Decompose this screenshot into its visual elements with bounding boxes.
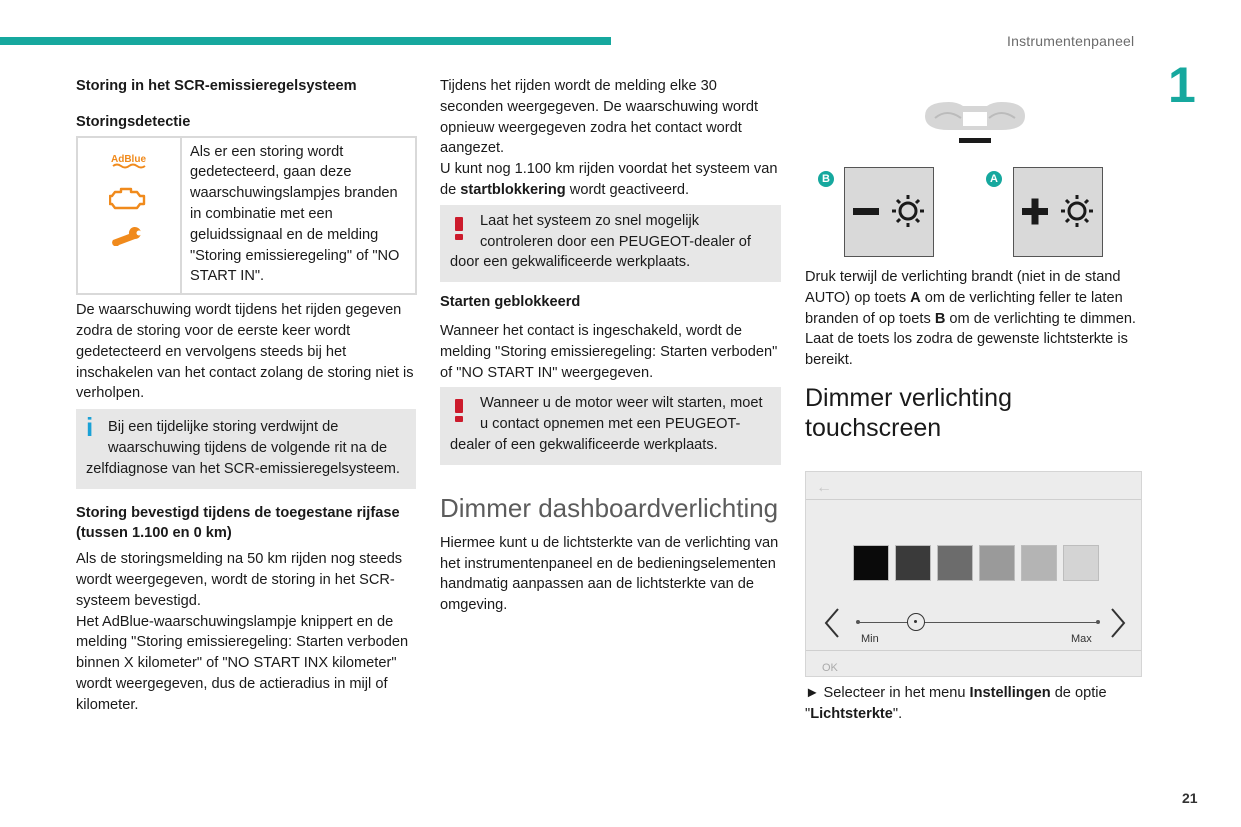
big-heading: Dimmer verlichting touchscreen <box>805 383 1012 442</box>
paragraph: Als de storingsmelding na 50 km rijden nog steeds wordt weergegeven, wordt de storing in het SCR-systeem bevestigd. <box>76 551 403 609</box>
chevron-right-icon <box>1108 606 1128 640</box>
engine-icon <box>109 186 149 212</box>
info-icon: i <box>86 412 94 443</box>
column-left <box>76 76 416 716</box>
section-heading: Storing in het SCR-emissieregelsysteem <box>76 78 357 94</box>
text-span: de optie " <box>805 685 1107 722</box>
touchscreen-illustration <box>805 471 1142 677</box>
text-span: U kunt nog 1.100 km rijden voordat het systeem van de <box>440 161 778 198</box>
text-span: om de verlichting feller te laten branden of op toets <box>805 289 1123 327</box>
warning-note <box>440 387 781 464</box>
chevron-left-icon <box>822 606 842 640</box>
section-title: Instrumentenpaneel <box>1007 33 1135 49</box>
warning-description: Als er een storing wordt gedetecteerd, gaan deze waarschuwingslampjes branden in combinatie met een geluidssignaal en de melding "Storing emissieregeling" of "NO START IN". <box>190 143 400 285</box>
big-heading: Dimmer dashboardverlichting <box>440 492 779 523</box>
paragraph: Hiermee kunt u de lichtsterkte van de verlichting van het instrumentenpaneel en de bedieningselementen handmatig aanpassen aan de lichtsterkte van de omgeving. <box>440 534 779 614</box>
dashboard-illustration <box>915 98 1035 146</box>
bold-term: B <box>934 310 946 327</box>
paragraph: De waarschuwing wordt tijdens het rijden gegeven zodra de storing voor de eerste keer wordt gedetecteerd en vervolgens steeds bij het inschakelen van het contact zolang de storing niet is verholpen. <box>76 302 414 402</box>
arrow-bullet-icon: ► <box>805 685 820 701</box>
warning-icons-cell <box>78 138 182 294</box>
minus-brightness-icon <box>845 168 933 256</box>
bold-term: A <box>910 289 921 306</box>
text-span: ". <box>892 705 903 722</box>
label-badge-b: B <box>818 171 834 187</box>
warning-exclamation-icon <box>450 215 472 248</box>
info-note <box>76 409 416 488</box>
divider <box>806 650 1141 651</box>
svg-text:AdBlue: AdBlue <box>111 153 146 165</box>
slider-end-dot <box>1096 620 1100 624</box>
slider-track <box>858 622 1098 623</box>
brightness-swatch[interactable] <box>853 545 889 581</box>
paragraph: Het AdBlue-waarschuwingslampje knippert en de melding "Storing emissieregeling: Starten verboden binnen X kilometer" of "NO START INX kilometer" wordt weergegeven, dus de actieradius in mijl of kilometer. <box>76 613 409 713</box>
dim-increase-button[interactable] <box>1013 167 1103 257</box>
text-span: Druk terwijl de verlichting brandt (niet in de stand AUTO) op toets <box>805 269 1121 306</box>
slider-knob <box>907 613 925 631</box>
plus-brightness-icon <box>1014 168 1102 256</box>
column-right-text <box>805 267 1145 443</box>
accent-bar <box>0 37 611 45</box>
section-heading-2: Storing bevestigd tijdens de toegestane rijfase (tussen 1.100 en 0 km) <box>76 504 400 542</box>
info-note-text: Bij een tijdelijke storing verdwijnt de waarschuwing tijdens de volgende rit na de zelfdiagnose van het SCR-emissieregelsysteem. <box>86 419 400 477</box>
label-badge-a: A <box>986 171 1002 187</box>
text-span: Selecteer in het menu <box>823 685 970 701</box>
paragraph-startblokkering <box>440 159 781 201</box>
brightness-swatch[interactable] <box>895 545 931 581</box>
adblue-icon <box>109 150 149 172</box>
brightness-swatch[interactable] <box>937 545 973 581</box>
paragraph: Laat de toets los zodra de gewenste lichtsterkte is bereikt. <box>805 331 1128 369</box>
service-wrench-icon <box>109 226 149 246</box>
bold-term: Lichtsterkte <box>810 705 893 722</box>
step-instruction <box>805 683 1145 725</box>
paragraph: Tijdens het rijden wordt de melding elke 30 seconden weergegeven. De waarschuwing wordt opnieuw weergegeven zodra het contact wordt aangezet. <box>440 78 759 157</box>
warning-table <box>76 136 417 296</box>
warning-note-text: Wanneer u de motor weer wilt starten, moet u contact opnemen met een PEUGEOT-dealer of een gekwalificeerde werkplaats. <box>450 395 763 453</box>
warning-exclamation-icon <box>450 397 472 430</box>
slider-end-dot <box>856 620 860 624</box>
paragraph-keys <box>805 267 1145 329</box>
back-arrow-icon: ← <box>816 479 832 496</box>
column-middle <box>440 76 781 616</box>
bold-term: Instellingen <box>969 685 1051 701</box>
chapter-number: 1 <box>1168 57 1196 113</box>
dim-decrease-button[interactable] <box>844 167 934 257</box>
text-span: wordt geactiveerd. <box>565 181 690 198</box>
brightness-swatch[interactable] <box>1021 545 1057 581</box>
subheading: Storingsdetectie <box>76 113 191 130</box>
text-span: om de verlichting te dimmen. <box>945 310 1136 327</box>
brightness-swatch[interactable] <box>979 545 1015 581</box>
bold-term: startblokkering <box>460 181 566 198</box>
slider-max-label: Max <box>1071 633 1092 645</box>
page-number: 21 <box>1182 790 1198 806</box>
paragraph: Wanneer het contact is ingeschakeld, wordt de melding "Storing emissieregeling: Starten verboden" of "NO START IN" weergegeven. <box>440 322 778 381</box>
slider-min-label: Min <box>861 633 879 645</box>
warning-note-text: Laat het systeem zo snel mogelijk controleren door een PEUGEOT-dealer of door een gekwalificeerde werkplaats. <box>450 212 751 271</box>
brightness-swatch[interactable] <box>1063 545 1099 581</box>
warning-note <box>440 205 781 282</box>
section-heading: Starten geblokkeerd <box>440 294 581 311</box>
divider <box>806 499 1141 500</box>
ok-button-label: OK <box>822 662 838 674</box>
